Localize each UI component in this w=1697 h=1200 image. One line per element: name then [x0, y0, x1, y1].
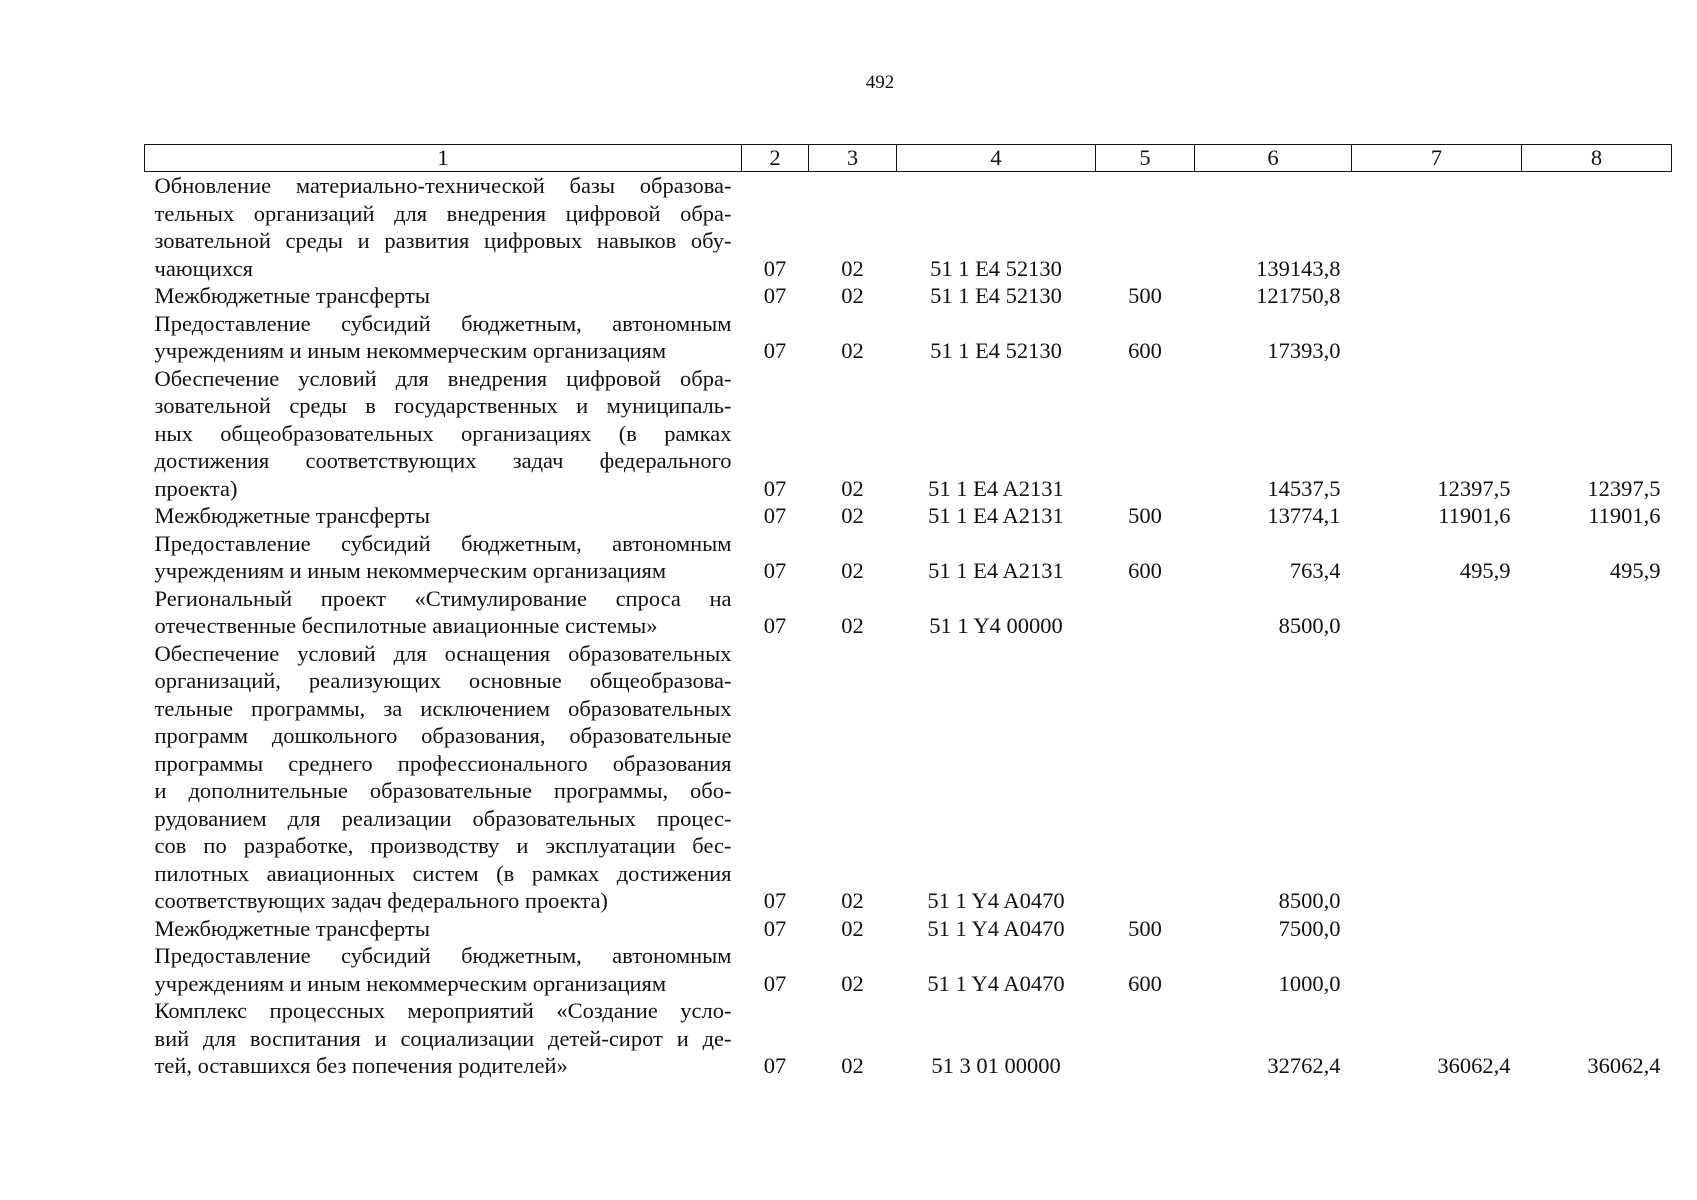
row-name-line: ных общеобразовательных организациях (в рамках — [154, 420, 732, 446]
row-name-line: программы среднего профессионального образования — [154, 750, 732, 776]
expense-type-code — [1096, 172, 1195, 283]
table-row — [145, 282, 1672, 310]
row-name-line: достижения соответствующих задач федерального — [154, 448, 732, 473]
column-number-header-row — [145, 145, 1672, 172]
subsection-code: 02 — [841, 558, 864, 583]
amount-year-2: 36062,4 — [1437, 1053, 1511, 1078]
column-header-5: 5 — [1096, 145, 1195, 172]
target-article-code: 51 1 Y4 A0470 — [927, 888, 1065, 913]
row-name-line: Обеспечение условий для внедрения цифровой обра- — [154, 365, 732, 391]
amount-year-2 — [1352, 915, 1522, 943]
subsection-code: 02 — [841, 915, 864, 941]
amount-year-1: 14537,5 — [1267, 475, 1341, 501]
amount-year-1: 13774,1 — [1267, 503, 1341, 528]
row-name-line: чающихся — [154, 255, 253, 281]
table-row — [145, 640, 1672, 915]
row-name — [145, 915, 742, 943]
subsection-code: 02 — [841, 613, 864, 638]
amount-year-3 — [1522, 310, 1672, 365]
target-article-code: 51 3 01 00000 — [931, 1053, 1061, 1078]
row-name-line: Предоставление субсидий бюджетным, автономным — [154, 943, 732, 968]
amount-year-2 — [1352, 310, 1522, 365]
row-name-line: и дополнительные образовательные программы, обо- — [154, 778, 732, 803]
table-row — [145, 942, 1672, 997]
table-row — [145, 530, 1672, 585]
row-name — [145, 172, 742, 283]
amount-year-1: 7500,0 — [1278, 915, 1341, 941]
row-name-line: учреждениям и иным некоммерческим организациям — [154, 970, 667, 996]
row-name-line: учреждениям и иным некоммерческим организациям — [154, 338, 667, 363]
amount-year-1: 763,4 — [1289, 558, 1341, 583]
section-code: 07 — [763, 888, 787, 913]
amount-year-3 — [1522, 585, 1672, 640]
column-header-8: 8 — [1522, 145, 1672, 172]
amount-year-1: 8500,0 — [1278, 888, 1341, 913]
subsection-code: 02 — [841, 970, 864, 996]
amount-year-3 — [1522, 282, 1672, 310]
amount-year-3: 495,9 — [1609, 558, 1661, 583]
row-name — [145, 997, 742, 1080]
row-name — [145, 502, 742, 530]
amount-year-2 — [1352, 640, 1522, 915]
target-article-code: 51 1 E4 A2131 — [928, 503, 1064, 528]
column-header-4: 4 — [897, 145, 1096, 172]
row-name-line: Региональный проект «Стимулирование спроса на — [154, 585, 732, 611]
table-body — [145, 172, 1672, 1080]
subsection-code: 02 — [841, 1053, 864, 1078]
table-row — [145, 502, 1672, 530]
row-name-line: тей, оставшихся без попечения родителей» — [154, 1053, 568, 1078]
budget-table — [144, 144, 1672, 1080]
amount-year-3 — [1522, 172, 1672, 283]
row-name-line: вий для воспитания и социализации детей-сирот и де- — [154, 1025, 732, 1051]
amount-year-2 — [1352, 585, 1522, 640]
row-name-line: Межбюджетные трансферты — [154, 915, 430, 941]
column-header-7: 7 — [1352, 145, 1522, 172]
section-code: 07 — [763, 613, 787, 638]
subsection-code: 02 — [841, 255, 864, 281]
amount-year-2: 495,9 — [1459, 558, 1511, 583]
row-name — [145, 365, 742, 503]
section-code: 07 — [763, 475, 787, 501]
table-row — [145, 585, 1672, 640]
row-name-line: организаций, реализующих основные общеобразова- — [154, 668, 732, 693]
row-name-line: Межбюджетные трансферты — [154, 503, 430, 528]
amount-year-3 — [1522, 640, 1672, 915]
amount-year-2 — [1352, 172, 1522, 283]
expense-type-code — [1096, 585, 1195, 640]
row-name — [145, 585, 742, 640]
row-name-line: соответствующих задач федерального проекта) — [154, 888, 608, 913]
row-name-line: рудованием для реализации образовательных процес- — [154, 805, 732, 831]
subsection-code: 02 — [841, 283, 864, 308]
amount-year-2: 11901,6 — [1438, 503, 1511, 528]
row-name — [145, 282, 742, 310]
amount-year-2 — [1352, 282, 1522, 310]
section-code: 07 — [763, 255, 787, 281]
amount-year-3: 11901,6 — [1588, 503, 1661, 528]
amount-year-1: 8500,0 — [1278, 613, 1341, 638]
amount-year-3: 12397,5 — [1587, 475, 1661, 501]
section-code: 07 — [763, 338, 787, 363]
expense-type-code: 500 — [1128, 915, 1162, 941]
amount-year-1: 17393,0 — [1267, 338, 1341, 363]
target-article-code: 51 1 E4 A2131 — [928, 475, 1064, 501]
amount-year-2 — [1352, 942, 1522, 997]
row-name-line: Межбюджетные трансферты — [154, 283, 430, 308]
expense-type-code — [1096, 640, 1195, 915]
section-code: 07 — [763, 283, 787, 308]
row-name-line: тельных организаций для внедрения цифровой обра- — [154, 200, 732, 226]
target-article-code: 51 1 E4 52130 — [930, 283, 1062, 308]
section-code: 07 — [763, 970, 787, 996]
amount-year-3 — [1522, 915, 1672, 943]
row-name — [145, 640, 742, 915]
target-article-code: 51 1 Y4 A0470 — [927, 970, 1065, 996]
table-row — [145, 172, 1672, 283]
section-code: 07 — [763, 915, 787, 941]
row-name-line: Предоставление субсидий бюджетным, автономным — [154, 310, 732, 336]
row-name-line: Обеспечение условий для оснащения образовательных — [154, 640, 732, 666]
amount-year-1: 121750,8 — [1256, 283, 1341, 308]
section-code: 07 — [763, 503, 787, 528]
subsection-code: 02 — [841, 503, 864, 528]
expense-type-code: 500 — [1128, 283, 1162, 308]
row-name — [145, 310, 742, 365]
column-header-3: 3 — [809, 145, 897, 172]
target-article-code: 51 1 E4 52130 — [930, 338, 1062, 363]
row-name — [145, 942, 742, 997]
row-name-line: тельные программы, за исключением образовательных — [154, 695, 732, 721]
row-name-line: Обновление материально-технической базы образова- — [154, 173, 732, 198]
amount-year-3: 36062,4 — [1587, 1053, 1661, 1078]
row-name-line: Комплекс процессных мероприятий «Создание усло- — [154, 998, 732, 1023]
row-name-line: сов по разработке, производству и эксплуатации бес- — [154, 833, 732, 858]
row-name-line: учреждениям и иным некоммерческим организациям — [154, 558, 667, 583]
subsection-code: 02 — [841, 338, 864, 363]
table-row — [145, 310, 1672, 365]
table-row — [145, 915, 1672, 943]
expense-type-code — [1096, 365, 1195, 503]
amount-year-1: 139143,8 — [1256, 255, 1341, 281]
target-article-code: 51 1 Y4 A0470 — [927, 915, 1065, 941]
section-code: 07 — [763, 1053, 787, 1078]
table-row — [145, 997, 1672, 1080]
row-name — [145, 530, 742, 585]
target-article-code: 51 1 E4 52130 — [930, 255, 1062, 281]
row-name-line: Предоставление субсидий бюджетным, автономным — [154, 530, 732, 556]
target-article-code: 51 1 E4 A2131 — [928, 558, 1064, 583]
expense-type-code: 600 — [1128, 970, 1162, 996]
expense-type-code: 500 — [1128, 503, 1162, 528]
section-code: 07 — [763, 558, 787, 583]
page-number: 492 — [865, 72, 895, 93]
row-name-line: отечественные беспилотные авиационные системы» — [154, 613, 658, 638]
subsection-code: 02 — [841, 888, 864, 913]
amount-year-3 — [1522, 942, 1672, 997]
row-name-line: пилотных авиационных систем (в рамках достижения — [154, 860, 732, 886]
table-row — [145, 365, 1672, 503]
row-name-line: зовательной среды и развития цифровых навыков обу- — [154, 228, 732, 253]
row-name-line: проекта) — [154, 475, 238, 501]
amount-year-2: 12397,5 — [1437, 475, 1511, 501]
amount-year-1: 32762,4 — [1267, 1053, 1341, 1078]
subsection-code: 02 — [841, 475, 864, 501]
amount-year-1: 1000,0 — [1278, 970, 1341, 996]
row-name-line: зовательной среды в государственных и муниципаль- — [154, 393, 732, 418]
expense-type-code — [1096, 997, 1195, 1080]
row-name-line: программ дошкольного образования, образовательные — [154, 723, 732, 748]
expense-type-code: 600 — [1128, 558, 1162, 583]
target-article-code: 51 1 Y4 00000 — [929, 613, 1063, 638]
column-header-1: 1 — [145, 145, 742, 172]
column-header-2: 2 — [742, 145, 809, 172]
expense-type-code: 600 — [1128, 338, 1162, 363]
column-header-6: 6 — [1195, 145, 1352, 172]
